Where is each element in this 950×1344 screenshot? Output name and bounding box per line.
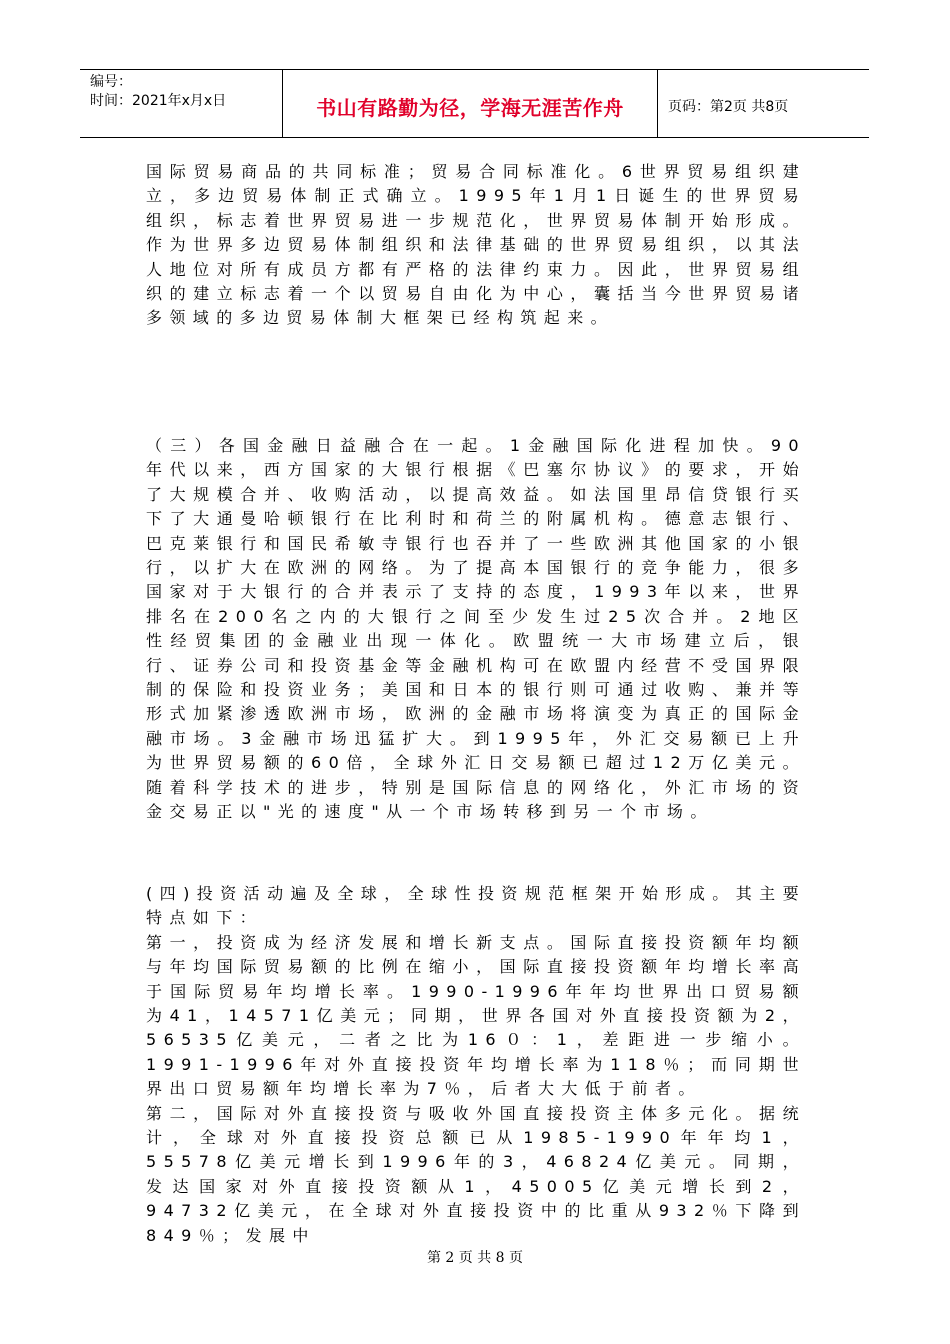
page-footer: 第 2 页 共 8 页 <box>426 1250 524 1266</box>
header-meta <box>80 70 283 137</box>
document-date: 时间：2021年x月x日 <box>90 93 227 109</box>
paragraph: (四)投资活动遍及全球，全球性投资规范框架开始形成。其主要特点如下： <box>146 884 806 928</box>
page-header <box>80 69 869 138</box>
header-motto: 书山有路勤为径，学海无涯苦作舟 <box>283 70 658 137</box>
header-page-code: 页码：第2页 共8页 <box>668 98 789 115</box>
paragraph: 国际贸易商品的共同标准；贸易合同标准化。6世界贸易组织建立，多边贸易体制正式确立。1995年1月1日诞生的世界贸易组织，标志着世界贸易进一步规范化，世界贸易体制开始形成。作为世界多边贸易体制组织和法律基础的世界贸易组织，以其法人地位对所有成员方都有严格的法律约束力。因此，世界贸易组织的建立标志着一个以贸易自由化为中心，囊括当今世界贸易诸多领域的多边贸易体制大框架已经构筑起来。 <box>146 162 806 328</box>
paragraph: （三）各国金融日益融合在一起。1金融国际化进程加快。90年代以来，西方国家的大银行根据《巴塞尔协议》的要求，开始了大规模合并、收购活动，以提高效益。如法国里昂信贷银行买下了大通曼哈顿银行在比利时和荷兰的附属机构。德意志银行、巴克莱银行和国民希敏寺银行也吞并了一些欧洲其他国家的小银行，以扩大在欧洲的网络。为了提高本国银行的竞争能力，很多国家对于大银行的合并表示了支持的态度，1993年以来，世界排名在200名之内的大银行之间至少发生过25次合并。2地区性经贸集团的金融业出现一体化。欧盟统一大市场建立后，银行、证券公司和投资基金等金融机构可在欧盟内经营不受国界限制的保险和投资业务；美国和日本的银行则可通过收购、兼并等形式加紧渗透欧洲市场，欧洲的金融市场将演变为真正的国际金融市场。3金融市场迅猛扩大。到1995年，外汇交易额已上升为世界贸易额的60倍，全球外汇日交易额已超过12万亿美元。随着科学技术的进步，特别是国际信息的网络化，外汇市场的资金交易正以"光的速度"从一个市场转移到另一个市场。 <box>146 436 806 822</box>
body-paragraph-block-3 <box>146 882 806 1248</box>
paragraph: 第二，国际对外直接投资与吸收外国直接投资主体多元化。据统计，全球对外直接投资总额已从1985-1990年年均1，55578亿美元增长到1996年的3，46824亿美元。同期，发达国家对外直接投资额从1，45005亿美元增长到2，94732亿美元，在全球对外直接投资中的比重从932％下降到849％；发展中 <box>146 1103 806 1245</box>
document-number-label: 编号： <box>90 74 132 90</box>
body-paragraph-block-1 <box>146 160 806 331</box>
paragraph: 第一，投资成为经济发展和增长新支点。国际直接投资额年均额与年均国际贸易额的比例在缩小，国际直接投资额年均增长率高于国际贸易年均增长率。1990-1996年年均世界出口贸易额为41，14571亿美元；同期，世界各国对外直接投资额为2，56535亿美元，二者之比为16０：1，差距进一步缩小。1991-1996年对外直接投资年均增长率为118％；而同期世界出口贸易额年均增长率为7％，后者大大低于前者。 <box>146 932 806 1099</box>
body-paragraph-block-2 <box>146 434 806 825</box>
